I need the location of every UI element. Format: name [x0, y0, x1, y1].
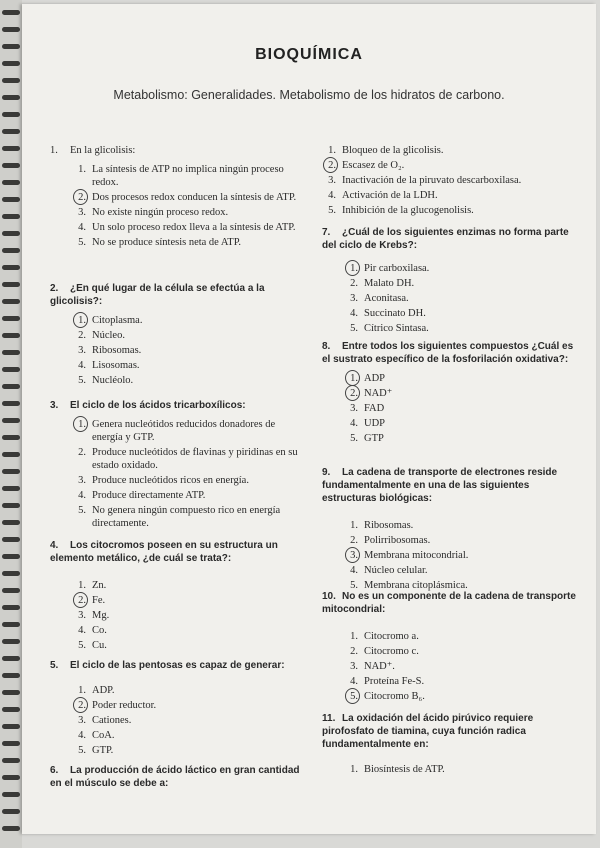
answer-option[interactable]: 3. Inactivación de la piruvato descarboxilasa. [328, 175, 522, 186]
answer-option-circled[interactable]: 2. Dos procesos redox conducen la síntesis de ATP. [72, 191, 305, 204]
spiral-ring [2, 622, 20, 627]
spiral-ring [2, 44, 20, 49]
answer-option[interactable]: 5. Membrana citoplásmica. [350, 580, 468, 591]
answer-option-circled[interactable]: 2. NAD⁺ [344, 387, 577, 400]
answer-option[interactable]: 1. Zn. [78, 580, 107, 591]
spiral-ring [2, 469, 20, 474]
question-number: 7. [322, 227, 331, 238]
question-number: 1. [50, 145, 58, 156]
question-10 [322, 590, 577, 705]
spiral-ring [2, 350, 20, 355]
spiral-ring [2, 605, 20, 610]
answer-option[interactable]: 1. Ribosomas. [350, 520, 414, 531]
answer-option[interactable]: 3. No existe ningún proceso redox. [78, 207, 229, 218]
spiral-ring [2, 333, 20, 338]
spiral-ring [2, 129, 20, 134]
answer-option-circled[interactable]: 2. Poder reductor. [72, 699, 305, 712]
question-5 [50, 659, 305, 759]
answer-option[interactable]: 5. GTP [350, 433, 384, 444]
answer-option[interactable]: 5. Cítrico Sintasa. [350, 323, 429, 334]
page-title: BIOQUÍMICA [255, 46, 363, 63]
spiral-ring [2, 639, 20, 644]
spiral-ring [2, 571, 20, 576]
question-stem: Los citocromos poseen en su estructura un elemento metálico, ¿de cuál se trata?: [50, 540, 278, 564]
question-stem: ¿Cuál de los siguientes enzimas no forma parte del ciclo de Krebs?: [322, 227, 569, 251]
answer-option-circled[interactable]: 1. Genera nucleótidos reducidos donadores de energía y GTP. [72, 418, 305, 444]
question-7 [322, 226, 577, 337]
exam-page [22, 4, 596, 834]
spiral-ring [2, 418, 20, 423]
answer-option[interactable]: 2. Citocromo c. [350, 646, 419, 657]
answer-option[interactable]: 5. GTP. [78, 745, 114, 756]
question-number: 9. [322, 467, 331, 478]
answer-option[interactable]: 1. Biosíntesis de ATP. [350, 764, 445, 775]
answer-option[interactable]: 4. Proteína Fe-S. [350, 676, 425, 687]
spiral-ring [2, 367, 20, 372]
question-number: 5. [50, 660, 59, 671]
spiral-ring [2, 180, 20, 185]
answer-option-circled[interactable]: 1. Pir carboxilasa. [344, 262, 577, 275]
question-stem: La cadena de transporte de electrones reside fundamentalmente en una de las siguientes estructuras biológicas: [322, 467, 558, 504]
answer-option[interactable]: 4. Succinato DH. [350, 308, 426, 319]
question-number: 4. [50, 540, 59, 551]
spiral-ring [2, 554, 20, 559]
spiral-ring [2, 231, 20, 236]
question-2 [50, 282, 305, 389]
question-stem: El ciclo de los ácidos tricarboxílicos: [70, 400, 246, 411]
question-number: 10. [322, 591, 336, 602]
answer-option[interactable]: 5. No se produce síntesis neta de ATP. [78, 237, 242, 248]
page-subtitle: Metabolismo: Generalidades. Metabolismo de los hidratos de carbono. [113, 88, 505, 102]
spiral-ring [2, 826, 20, 831]
spiral-ring [2, 792, 20, 797]
spiral-ring [2, 78, 20, 83]
question-number: 11. [322, 713, 336, 724]
answer-option[interactable]: 3. NAD⁺. [350, 661, 395, 672]
answer-option-circled[interactable]: 2. Fe. [72, 594, 305, 607]
answer-option[interactable]: 3. Ribosomas. [78, 345, 142, 356]
answer-option[interactable]: 1. Citocromo a. [350, 631, 419, 642]
spiral-ring [2, 673, 20, 678]
spiral-ring [2, 299, 20, 304]
answer-option[interactable]: 4. Lisosomas. [78, 360, 140, 371]
answer-option[interactable]: 1. La síntesis de ATP no implica ningún proceso redox. [78, 164, 284, 188]
question-1 [50, 144, 305, 251]
answer-option-circled[interactable]: 1. Citoplasma. [72, 314, 305, 327]
answer-option[interactable]: 1. Bloqueo de la glicolisis. [328, 145, 444, 156]
spiral-ring [2, 809, 20, 814]
spiral-ring [2, 197, 20, 202]
spiral-ring [2, 588, 20, 593]
answer-option[interactable]: 4. Activación de la LDH. [328, 190, 438, 201]
spiral-binding [0, 0, 22, 848]
answer-option[interactable]: 3. Aconitasa. [350, 293, 409, 304]
spiral-ring [2, 112, 20, 117]
spiral-ring [2, 146, 20, 151]
answer-option-circled[interactable]: 2. Escasez de O₂. [322, 159, 577, 172]
spiral-ring [2, 214, 20, 219]
spiral-ring [2, 248, 20, 253]
spiral-ring [2, 758, 20, 763]
spiral-ring [2, 537, 20, 542]
spiral-ring [2, 282, 20, 287]
answer-option[interactable]: 2. Malato DH. [350, 278, 415, 289]
answer-option[interactable]: 4. Produce directamente ATP. [78, 490, 206, 501]
answer-option[interactable]: 4. Un solo proceso redox lleva a la síntesis de ATP. [78, 222, 296, 233]
spiral-ring [2, 435, 20, 440]
answer-option[interactable]: 5. No genera ningún compuesto rico en energía directamente. [78, 505, 281, 529]
spiral-ring [2, 384, 20, 389]
spiral-ring [2, 401, 20, 406]
question-number: 3. [50, 400, 59, 411]
spiral-ring [2, 486, 20, 491]
spiral-ring [2, 690, 20, 695]
question-11 [322, 712, 577, 778]
spiral-ring [2, 10, 20, 15]
question-stem: La producción de ácido láctico en gran cantidad en el músculo se debe a: [50, 765, 300, 789]
question-stem: El ciclo de las pentosas es capaz de generar: [70, 660, 285, 671]
answer-option[interactable]: 4. UDP [350, 418, 386, 429]
question-6 [50, 764, 305, 790]
question-stem: ¿En qué lugar de la célula se efectúa a la glicolisis?: [50, 283, 265, 307]
answer-option[interactable]: 2. Produce nucleótidos de flavinas y piridinas en su estado oxidado. [78, 447, 298, 471]
spiral-ring [2, 452, 20, 457]
spiral-ring [2, 265, 20, 270]
spiral-ring [2, 724, 20, 729]
spiral-ring [2, 741, 20, 746]
question-8 [322, 340, 577, 447]
spiral-ring [2, 61, 20, 66]
question-stem: No es un componente de la cadena de transporte mitocondrial: [322, 591, 576, 615]
answer-option[interactable]: 2. Polirribosomas. [350, 535, 431, 546]
answer-option[interactable]: 4. Co. [78, 625, 107, 636]
answer-option-circled[interactable]: 5. Citocromo B₆. [344, 690, 577, 703]
spiral-ring [2, 707, 20, 712]
answer-option-circled[interactable]: 1. ADP [344, 372, 577, 385]
spiral-ring [2, 503, 20, 508]
answer-option[interactable]: 3. FAD [350, 403, 385, 414]
spiral-ring [2, 27, 20, 32]
answer-option[interactable]: 3. Cationes. [78, 715, 132, 726]
answer-option[interactable]: 3. Mg. [78, 610, 110, 621]
answer-option[interactable]: 4. Núcleo celular. [350, 565, 428, 576]
spiral-ring [2, 520, 20, 525]
question-4 [50, 539, 305, 654]
answer-option[interactable]: 5. Cu. [78, 640, 107, 651]
question-number: 2. [50, 283, 59, 294]
answer-option[interactable]: 5. Inhibición de la glucogenolisis. [328, 205, 474, 216]
question-9 [322, 466, 577, 594]
question-number: 8. [322, 341, 331, 352]
spiral-ring [2, 95, 20, 100]
spiral-ring [2, 656, 20, 661]
question-stem: La oxidación del ácido pirúvico requiere pirofosfato de tiamina, cuya función radica fundamentalmente en: [322, 713, 534, 750]
spiral-ring [2, 163, 20, 168]
answer-option-circled[interactable]: 3. Membrana mitocondrial. [344, 549, 577, 562]
answer-option[interactable]: 1. ADP. [78, 685, 115, 696]
answer-option[interactable]: 2. Núcleo. [78, 330, 125, 341]
answer-option[interactable]: 3. Produce nucleótidos ricos en energía. [78, 475, 249, 486]
question-stem: Entre todos los siguientes compuestos ¿Cuál es el sustrato específico de la fosforilación oxidativa?: [322, 341, 574, 365]
question-stem: En la glicolisis: [70, 145, 136, 156]
answer-option[interactable]: 4. CoA. [78, 730, 115, 741]
question-number: 6. [50, 765, 59, 776]
spiral-ring [2, 316, 20, 321]
question-3 [50, 399, 305, 532]
question-6-options [322, 144, 577, 219]
answer-option[interactable]: 5. Nucléolo. [78, 375, 134, 386]
spiral-ring [2, 775, 20, 780]
